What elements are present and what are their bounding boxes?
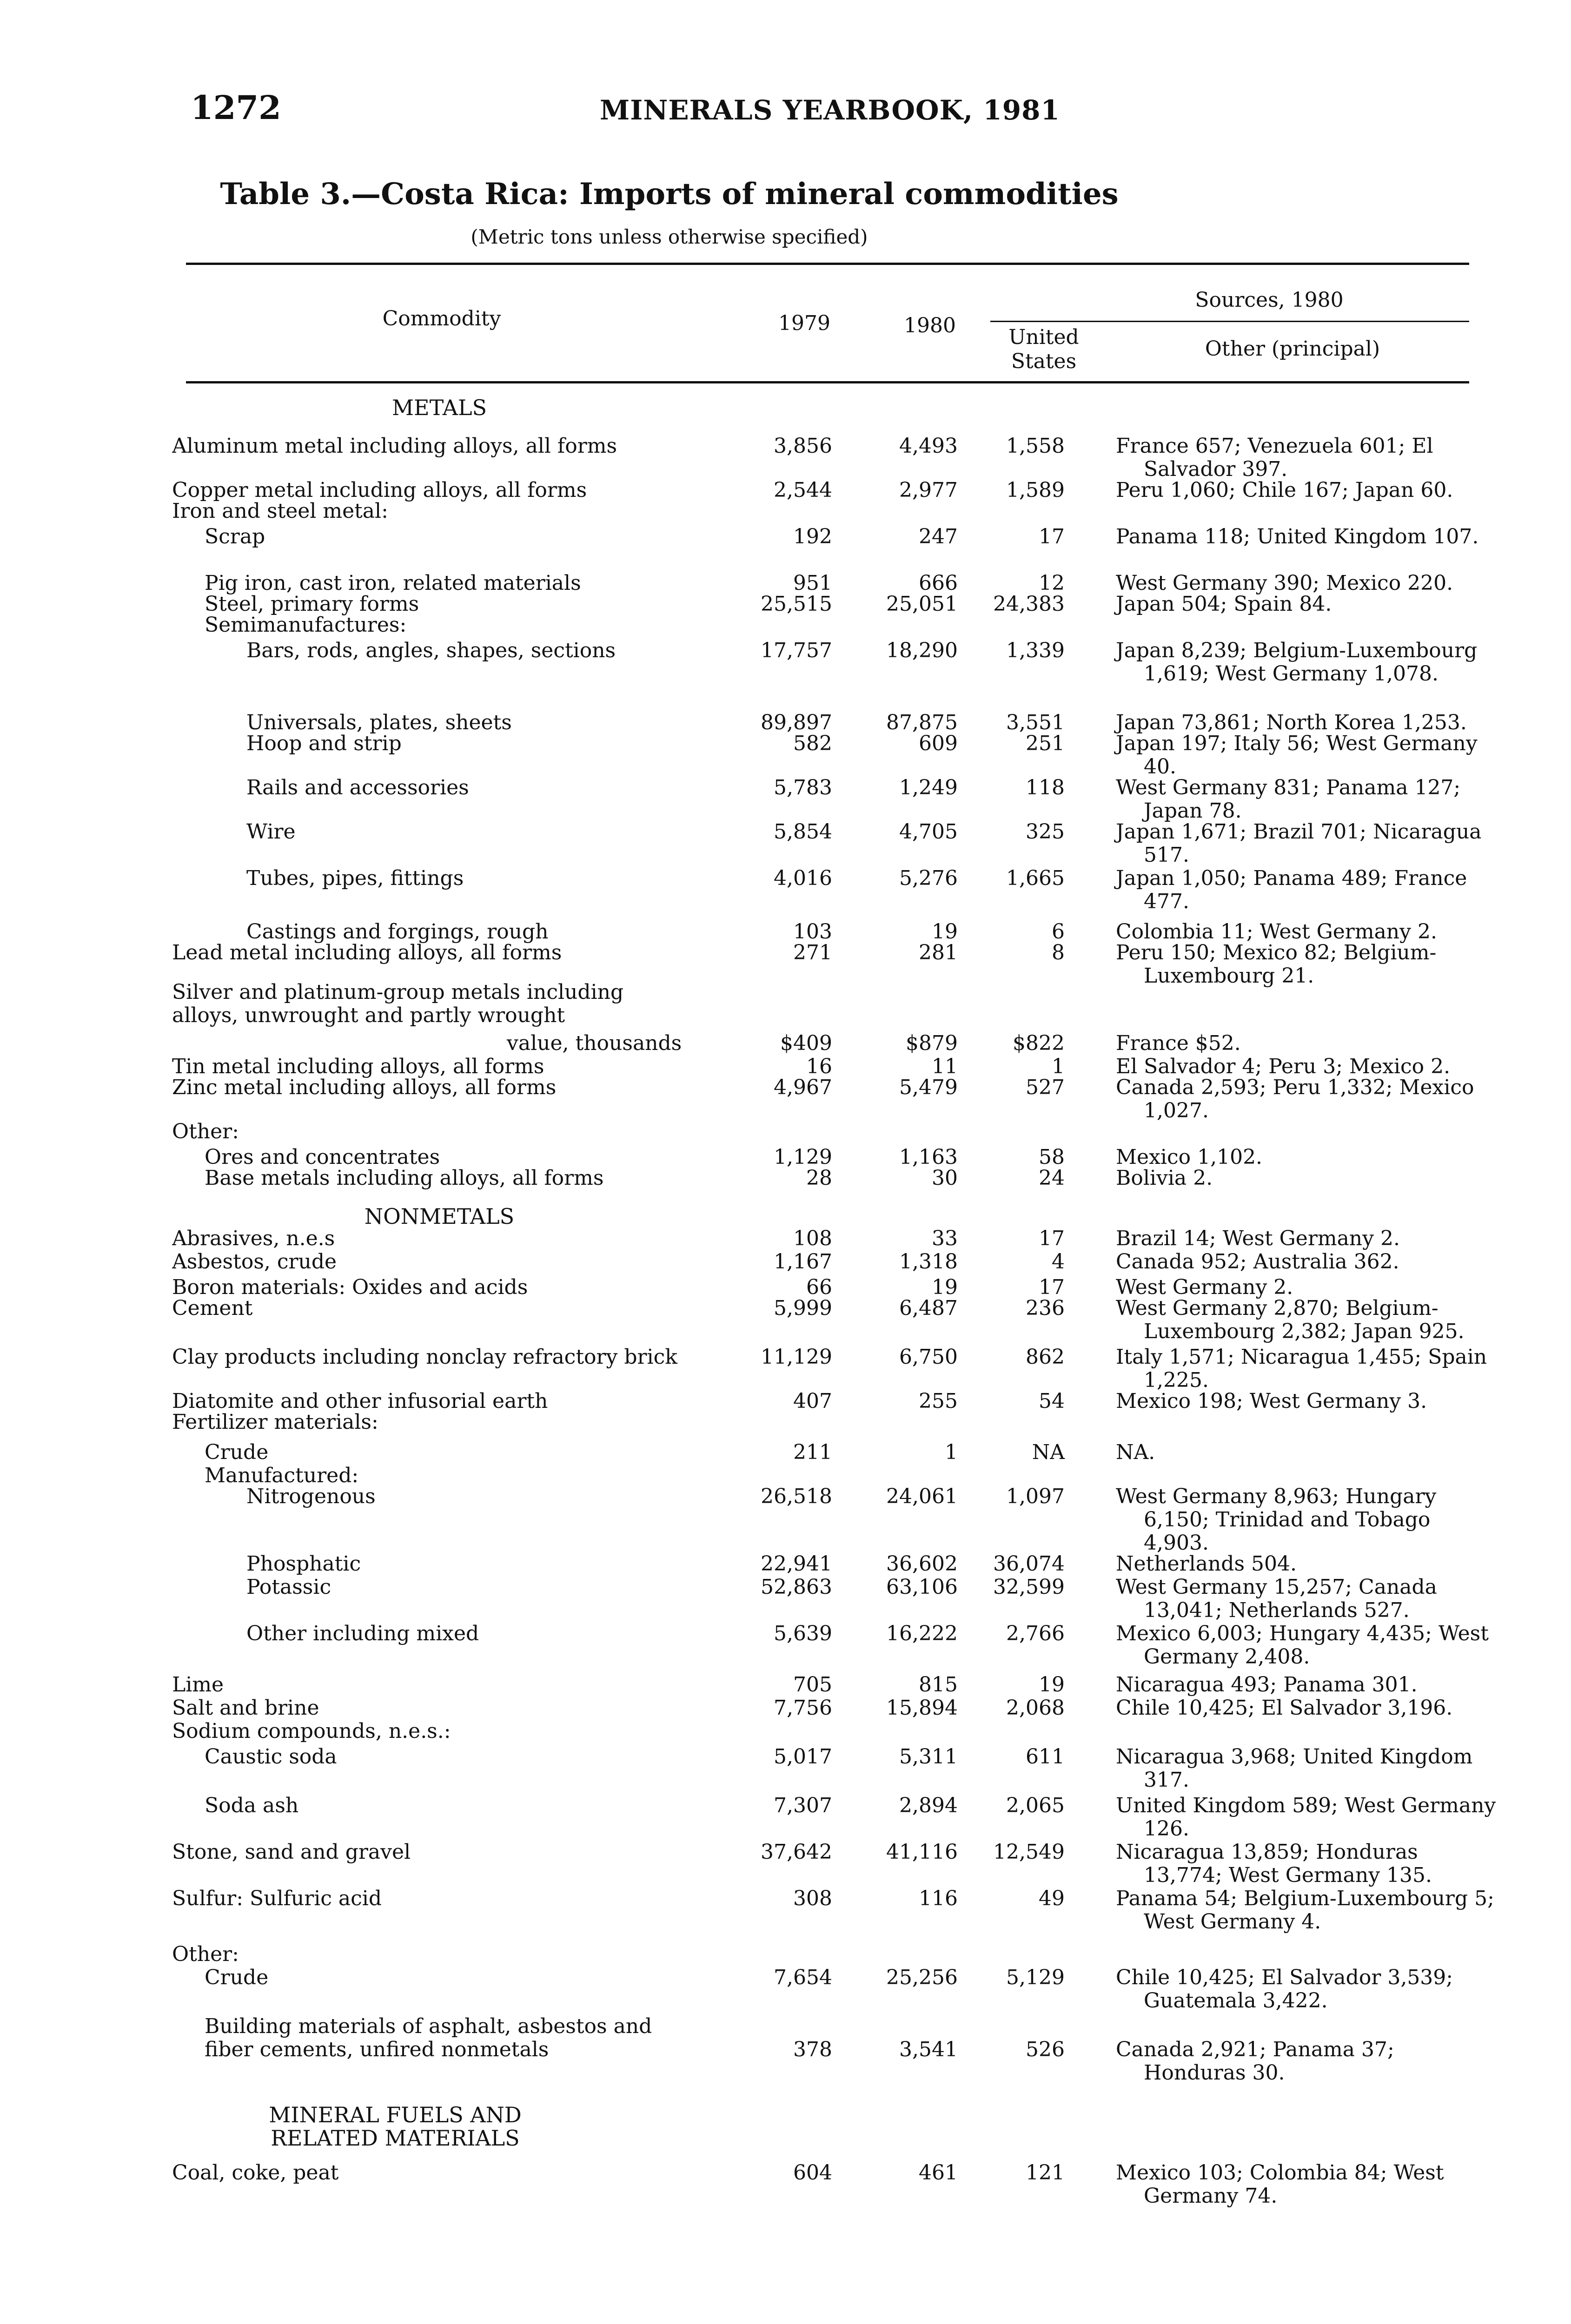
value-united-states: 121 — [1026, 2161, 1065, 2185]
commodity-label: Tubes, pipes, fittings — [246, 867, 464, 890]
value-united-states: 526 — [1026, 2038, 1065, 2061]
header-1979: 1979 — [778, 311, 830, 335]
value-1979: 11,129 — [761, 1345, 832, 1369]
value-1980: 2,977 — [899, 478, 958, 502]
commodity-label: Clay products including nonclay refractory brick — [172, 1346, 677, 1369]
commodity-label: Soda ash — [205, 1794, 299, 1817]
other-principal-sources: Panama 118; United Kingdom 107. — [1116, 525, 1479, 548]
value-1980: 5,311 — [899, 1745, 958, 1769]
commodity-label: Lime — [172, 1673, 224, 1697]
value-1980: 41,116 — [886, 1840, 958, 1864]
table-title-text: Table 3.—Costa Rica: Imports of mineral commodities — [220, 177, 1119, 211]
value-1980: 2,894 — [899, 1794, 958, 1817]
commodity-label: Zinc metal including alloys, all forms — [172, 1076, 557, 1099]
commodity-label: Universals, plates, sheets — [246, 711, 512, 734]
commodity-label: Silver and platinum-group metals including alloys, unwrought and partly wrought — [172, 981, 624, 1027]
value-1979: 3,856 — [774, 434, 832, 458]
commodity-label: Iron and steel metal: — [172, 500, 388, 523]
other-principal-sources: West Germany 15,257; Canada 13,041; Netherlands 527. — [1116, 1575, 1437, 1622]
value-united-states: 17 — [1039, 1275, 1065, 1299]
value-united-states: 2,068 — [1006, 1696, 1065, 1720]
header-1980: 1980 — [904, 314, 956, 337]
commodity-label: Manufactured: — [205, 1464, 359, 1487]
header-united-states: United States — [1008, 325, 1079, 373]
value-1980: 87,875 — [886, 711, 958, 734]
header-other-principal: Other (principal) — [1205, 337, 1380, 361]
value-1979: 211 — [793, 1440, 832, 1464]
value-1980: 666 — [919, 571, 958, 595]
value-1979: 4,016 — [774, 866, 832, 890]
value-1980: 116 — [919, 1887, 958, 1910]
value-united-states: 12 — [1039, 571, 1065, 595]
commodity-label: Base metals including alloys, all forms — [205, 1167, 604, 1190]
value-1980: 18,290 — [886, 639, 958, 662]
value-1980: 3,541 — [899, 2038, 958, 2061]
commodity-label: Sodium compounds, n.e.s.: — [172, 1720, 451, 1743]
value-united-states: 1,558 — [1006, 434, 1065, 458]
value-1980: 461 — [919, 2161, 958, 2185]
commodity-label: Pig iron, cast iron, related materials — [205, 572, 581, 595]
value-1979: 705 — [793, 1673, 832, 1697]
commodity-label: Other including mixed — [246, 1622, 479, 1645]
value-united-states: 49 — [1039, 1887, 1065, 1910]
value-1980: 815 — [919, 1673, 958, 1697]
value-united-states: 24 — [1039, 1166, 1065, 1190]
commodity-label: Copper metal including alloys, all forms — [172, 479, 587, 502]
header-sources: Sources, 1980 — [1195, 288, 1344, 312]
value-1980: 4,705 — [899, 820, 958, 844]
other-principal-sources: Chile 10,425; El Salvador 3,196. — [1116, 1696, 1453, 1720]
value-united-states: 2,065 — [1006, 1794, 1065, 1817]
value-united-states: 1 — [1052, 1055, 1065, 1078]
other-principal-sources: West Germany 2,870; Belgium-Luxembourg 2,382; Japan 925. — [1116, 1296, 1465, 1343]
commodity-label: Steel, primary forms — [205, 593, 419, 616]
value-1980: 255 — [919, 1389, 958, 1413]
value-1980: 33 — [932, 1227, 958, 1250]
running-head: MINERALS YEARBOOK, 1981 — [600, 94, 1060, 126]
value-1980: 63,106 — [886, 1575, 958, 1599]
value-united-states: 325 — [1026, 820, 1065, 844]
value-1979: 5,639 — [774, 1622, 832, 1645]
value-united-states: 19 — [1039, 1673, 1065, 1697]
value-united-states: 251 — [1026, 732, 1065, 755]
value-1979: 951 — [793, 571, 832, 595]
other-principal-sources: Peru 1,060; Chile 167; Japan 60. — [1116, 478, 1453, 502]
value-1979: 1,167 — [774, 1250, 832, 1274]
other-principal-sources: Japan 1,050; Panama 489; France 477. — [1116, 866, 1467, 913]
commodity-label: Other: — [172, 1943, 239, 1966]
value-1979: 16 — [806, 1055, 832, 1078]
value-1979: 5,017 — [774, 1745, 832, 1769]
other-principal-sources: Panama 54; Belgium-Luxembourg 5; West Germany 4. — [1116, 1887, 1494, 1934]
value-united-states: 236 — [1026, 1296, 1065, 1320]
value-1979: 4,967 — [774, 1076, 832, 1099]
section-fuels: MINERAL FUELS AND RELATED MATERIALS — [269, 2102, 522, 2151]
commodity-label: Sulfur: Sulfuric acid — [172, 1887, 382, 1910]
value-1979: 582 — [793, 732, 832, 755]
value-united-states: 862 — [1026, 1345, 1065, 1369]
value-united-states: 611 — [1026, 1745, 1065, 1769]
commodity-label: Salt and brine — [172, 1697, 319, 1720]
other-principal-sources: United Kingdom 589; West Germany 126. — [1116, 1794, 1496, 1841]
value-1979: 2,544 — [774, 478, 832, 502]
value-1979: 308 — [793, 1887, 832, 1910]
value-1980: 24,061 — [886, 1485, 958, 1508]
value-1980: 1,249 — [899, 776, 958, 799]
other-principal-sources: Bolivia 2. — [1116, 1166, 1213, 1190]
commodity-label: Diatomite and other infusorial earth — [172, 1390, 548, 1413]
other-principal-sources: West Germany 390; Mexico 220. — [1116, 571, 1453, 595]
commodity-label: Crude — [205, 1441, 269, 1464]
value-1980: 19 — [932, 920, 958, 944]
other-principal-sources: Colombia 11; West Germany 2. — [1116, 920, 1437, 944]
value-united-states: 32,599 — [993, 1575, 1065, 1599]
value-1979: 89,897 — [761, 711, 832, 734]
value-united-states: 3,551 — [1006, 711, 1065, 734]
value-1979: 407 — [793, 1389, 832, 1413]
value-united-states: 118 — [1026, 776, 1065, 799]
value-1980: 25,051 — [886, 592, 958, 616]
other-principal-sources: Mexico 103; Colombia 84; West Germany 74. — [1116, 2161, 1444, 2208]
value-united-states: 4 — [1052, 1250, 1065, 1274]
value-united-states: 17 — [1039, 525, 1065, 548]
other-principal-sources: Japan 1,671; Brazil 701; Nicaragua 517. — [1116, 820, 1482, 867]
other-principal-sources: France $52. — [1116, 1031, 1241, 1055]
commodity-label: Boron materials: Oxides and acids — [172, 1276, 528, 1299]
value-1979: 37,642 — [761, 1840, 832, 1864]
value-united-states: 36,074 — [993, 1552, 1065, 1576]
value-1980: 4,493 — [899, 434, 958, 458]
value-united-states: 1,097 — [1006, 1485, 1065, 1508]
value-1979: 271 — [793, 941, 832, 964]
header-commodity: Commodity — [382, 307, 501, 330]
value-1979: 17,757 — [761, 639, 832, 662]
value-united-states: 5,129 — [1006, 1966, 1065, 1989]
commodity-label: Lead metal including alloys, all forms — [172, 941, 562, 964]
value-1980: 15,894 — [886, 1696, 958, 1720]
value-1979: 5,999 — [774, 1296, 832, 1320]
value-1979: 5,854 — [774, 820, 832, 844]
value-1979: 28 — [806, 1166, 832, 1190]
other-principal-sources: Peru 150; Mexico 82; Belgium-Luxembourg 21. — [1116, 941, 1437, 988]
value-1979: 7,307 — [774, 1794, 832, 1817]
other-principal-sources: Japan 8,239; Belgium-Luxembourg 1,619; West Germany 1,078. — [1116, 639, 1478, 686]
commodity-label: Phosphatic — [246, 1552, 361, 1576]
page-number: 1272 — [191, 88, 281, 127]
value-1979: $409 — [780, 1031, 832, 1055]
value-united-states: 24,383 — [993, 592, 1065, 616]
value-united-states: 527 — [1026, 1076, 1065, 1099]
value-united-states: 12,549 — [993, 1840, 1065, 1864]
value-1980: 6,750 — [899, 1345, 958, 1369]
value-1979: 22,941 — [761, 1552, 832, 1576]
other-principal-sources: Nicaragua 13,859; Honduras 13,774; West Germany 135. — [1116, 1840, 1432, 1887]
commodity-label: Nitrogenous — [246, 1485, 376, 1508]
other-principal-sources: El Salvador 4; Peru 3; Mexico 2. — [1116, 1055, 1451, 1078]
other-principal-sources: Canada 952; Australia 362. — [1116, 1250, 1399, 1274]
value-1980: 609 — [919, 732, 958, 755]
commodity-label: Crude — [205, 1966, 269, 1989]
commodity-label: Other: — [172, 1120, 239, 1143]
commodity-label: Castings and forgings, rough — [246, 920, 549, 944]
other-principal-sources: Brazil 14; West Germany 2. — [1116, 1227, 1400, 1250]
other-principal-sources: Mexico 6,003; Hungary 4,435; West Germany 2,408. — [1116, 1622, 1489, 1669]
value-1979: 604 — [793, 2161, 832, 2185]
other-principal-sources: Japan 73,861; North Korea 1,253. — [1116, 711, 1467, 734]
value-united-states: 8 — [1052, 941, 1065, 964]
value-united-states: NA — [1032, 1440, 1065, 1464]
commodity-label: Caustic soda — [205, 1745, 337, 1769]
other-principal-sources: Nicaragua 493; Panama 301. — [1116, 1673, 1418, 1697]
value-1980: 16,222 — [886, 1622, 958, 1645]
value-united-states: 1,339 — [1006, 639, 1065, 662]
commodity-label: Stone, sand and gravel — [172, 1841, 411, 1864]
commodity-label: Coal, coke, peat — [172, 2161, 339, 2185]
commodity-label: Potassic — [246, 1576, 331, 1599]
value-1979: 26,518 — [761, 1485, 832, 1508]
value-1980: 30 — [932, 1166, 958, 1190]
other-principal-sources: Japan 197; Italy 56; West Germany 40. — [1116, 732, 1478, 779]
commodity-label: Bars, rods, angles, shapes, sections — [246, 639, 616, 662]
other-principal-sources: Mexico 1,102. — [1116, 1145, 1263, 1169]
value-1980: 19 — [932, 1275, 958, 1299]
value-1979: 7,756 — [774, 1696, 832, 1720]
commodity-label: Building materials of asphalt, asbestos and fiber cements, unfired nonmetals — [205, 2015, 652, 2061]
other-principal-sources: Italy 1,571; Nicaragua 1,455; Spain 1,225. — [1116, 1345, 1487, 1392]
value-united-states: 54 — [1039, 1389, 1065, 1413]
value-1980: 247 — [919, 525, 958, 548]
value-1980: 281 — [919, 941, 958, 964]
value-1980: 25,256 — [886, 1966, 958, 1989]
commodity-label: value, thousands — [507, 1032, 682, 1055]
value-united-states: 1,665 — [1006, 866, 1065, 890]
value-united-states: $822 — [1013, 1031, 1065, 1055]
other-principal-sources: France 657; Venezuela 601; El Salvador 397. — [1116, 434, 1433, 481]
commodity-label: Ores and concentrates — [205, 1146, 440, 1169]
value-1980: 1,163 — [899, 1145, 958, 1169]
other-principal-sources: West Germany 831; Panama 127; Japan 78. — [1116, 776, 1461, 823]
value-1979: 66 — [806, 1275, 832, 1299]
other-principal-sources: Netherlands 504. — [1116, 1552, 1297, 1576]
value-1979: 1,129 — [774, 1145, 832, 1169]
commodity-label: Rails and accessories — [246, 776, 469, 799]
commodity-label: Tin metal including alloys, all forms — [172, 1055, 544, 1078]
other-principal-sources: NA. — [1116, 1440, 1155, 1464]
section-metals: METALS — [391, 395, 487, 420]
commodity-label: Wire — [246, 820, 296, 844]
other-principal-sources: Mexico 198; West Germany 3. — [1116, 1389, 1427, 1413]
value-1979: 52,863 — [761, 1575, 832, 1599]
value-1979: 7,654 — [774, 1966, 832, 1989]
value-1980: $879 — [906, 1031, 958, 1055]
value-1979: 103 — [793, 920, 832, 944]
value-1979: 378 — [793, 2038, 832, 2061]
commodity-label: Aluminum metal including alloys, all forms — [172, 435, 617, 458]
other-principal-sources: West Germany 2. — [1116, 1275, 1293, 1299]
commodity-label: Abrasives, n.e.s — [172, 1227, 335, 1250]
other-principal-sources: Chile 10,425; El Salvador 3,539; Guatemala 3,422. — [1116, 1966, 1453, 2013]
value-united-states: 2,766 — [1006, 1622, 1065, 1645]
other-principal-sources: Nicaragua 3,968; United Kingdom 317. — [1116, 1745, 1473, 1792]
value-1979: 25,515 — [761, 592, 832, 616]
section-nonmetals: NONMETALS — [364, 1204, 515, 1229]
value-1980: 36,602 — [886, 1552, 958, 1576]
commodity-label: Asbestos, crude — [172, 1250, 337, 1274]
other-principal-sources: Japan 504; Spain 84. — [1116, 592, 1332, 616]
commodity-label: Hoop and strip — [246, 732, 402, 755]
value-united-states: 6 — [1052, 920, 1065, 944]
commodity-label: Scrap — [205, 525, 265, 548]
value-1980: 6,487 — [899, 1296, 958, 1320]
value-1980: 5,276 — [899, 866, 958, 890]
table-subtitle-text: (Metric tons unless otherwise specified) — [471, 225, 868, 248]
value-1980: 1 — [945, 1440, 958, 1464]
value-united-states: 1,589 — [1006, 478, 1065, 502]
value-1979: 108 — [793, 1227, 832, 1250]
value-united-states: 58 — [1039, 1145, 1065, 1169]
other-principal-sources: West Germany 8,963; Hungary 6,150; Trinidad and Tobago 4,903. — [1116, 1485, 1437, 1555]
value-1980: 11 — [932, 1055, 958, 1078]
value-1979: 5,783 — [774, 776, 832, 799]
value-1980: 5,479 — [899, 1076, 958, 1099]
value-1979: 192 — [793, 525, 832, 548]
other-principal-sources: Canada 2,921; Panama 37; Honduras 30. — [1116, 2038, 1394, 2085]
value-1980: 1,318 — [899, 1250, 958, 1274]
other-principal-sources: Canada 2,593; Peru 1,332; Mexico 1,027. — [1116, 1076, 1474, 1122]
commodity-label: Fertilizer materials: — [172, 1411, 378, 1434]
value-united-states: 17 — [1039, 1227, 1065, 1250]
commodity-label: Cement — [172, 1297, 253, 1320]
commodity-label: Semimanufactures: — [205, 614, 407, 637]
